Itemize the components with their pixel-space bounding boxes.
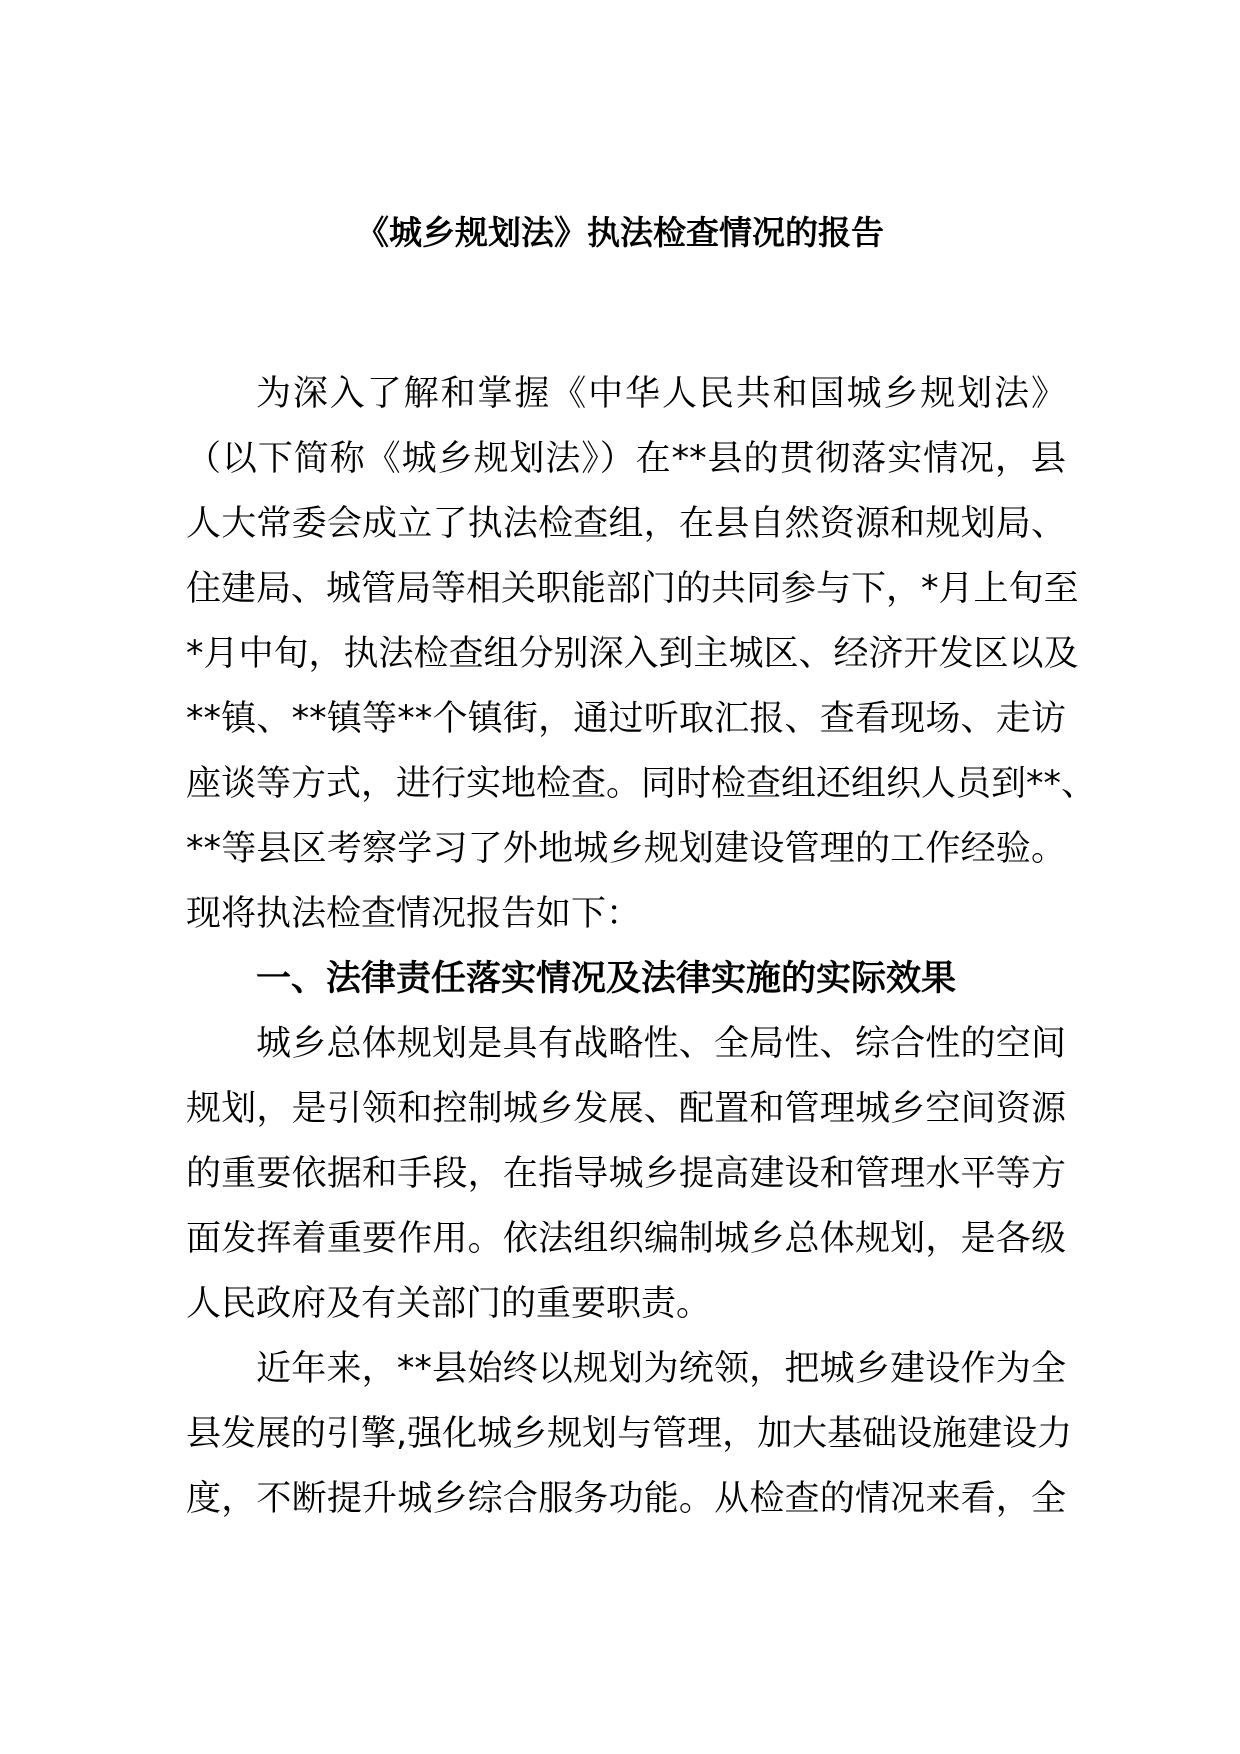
paragraph-line: 城乡总体规划是具有战略性、全局性、综合性的空间 [256,1024,1066,1064]
paragraph-line: 的重要依据和手段，在指导城乡提高建设和管理水平等方 [186,1154,1066,1194]
paragraph-line: 近年来，**县始终以规划为统领，把城乡建设作为全 [256,1349,1066,1389]
paragraph-line: 为深入了解和掌握《中华人民共和国城乡规划法》 [256,374,1066,414]
paragraph-line: （以下简称《城乡规划法》）在**县的贯彻落实情况，县 [186,439,1066,479]
paragraph-line: 面发挥着重要作用。依法组织编制城乡总体规划，是各级 [186,1219,1066,1259]
paragraph-line: *月中旬，执法检查组分别深入到主城区、经济开发区以及 [186,634,1079,674]
paragraph-line: 县发展的引擎,强化城乡规划与管理，加大基础设施建设力 [186,1414,1073,1454]
paragraph-line: **等县区考察学习了外地城乡规划建设管理的工作经验。 [186,829,1066,869]
paragraph-line: 座谈等方式，进行实地检查。同时检查组还组织人员到**、 [186,764,1097,804]
paragraph-line: 住建局、城管局等相关职能部门的共同参与下，*月上旬至 [186,569,1079,609]
paragraph-line: **镇、**镇等**个镇街，通过听取汇报、查看现场、走访 [186,699,1066,739]
paragraph-line: 现将执法检查情况报告如下： [186,894,642,934]
section-heading: 一、法律责任落实情况及法律实施的实际效果 [256,959,957,999]
document-body [186,362,1097,1532]
paragraph-line: 规划，是引领和控制城乡发展、配置和管理城乡空间资源 [186,1089,1066,1129]
paragraph-line: 人民政府及有关部门的重要职责。 [186,1284,712,1324]
document-title: 《城乡规划法》执法检查情况的报告 [356,213,884,252]
paragraph-line: 人大常委会成立了执法检查组，在县自然资源和规划局、 [186,504,1066,544]
paragraph-line: 度，不断提升城乡综合服务功能。从检查的情况来看，全 [186,1479,1066,1519]
